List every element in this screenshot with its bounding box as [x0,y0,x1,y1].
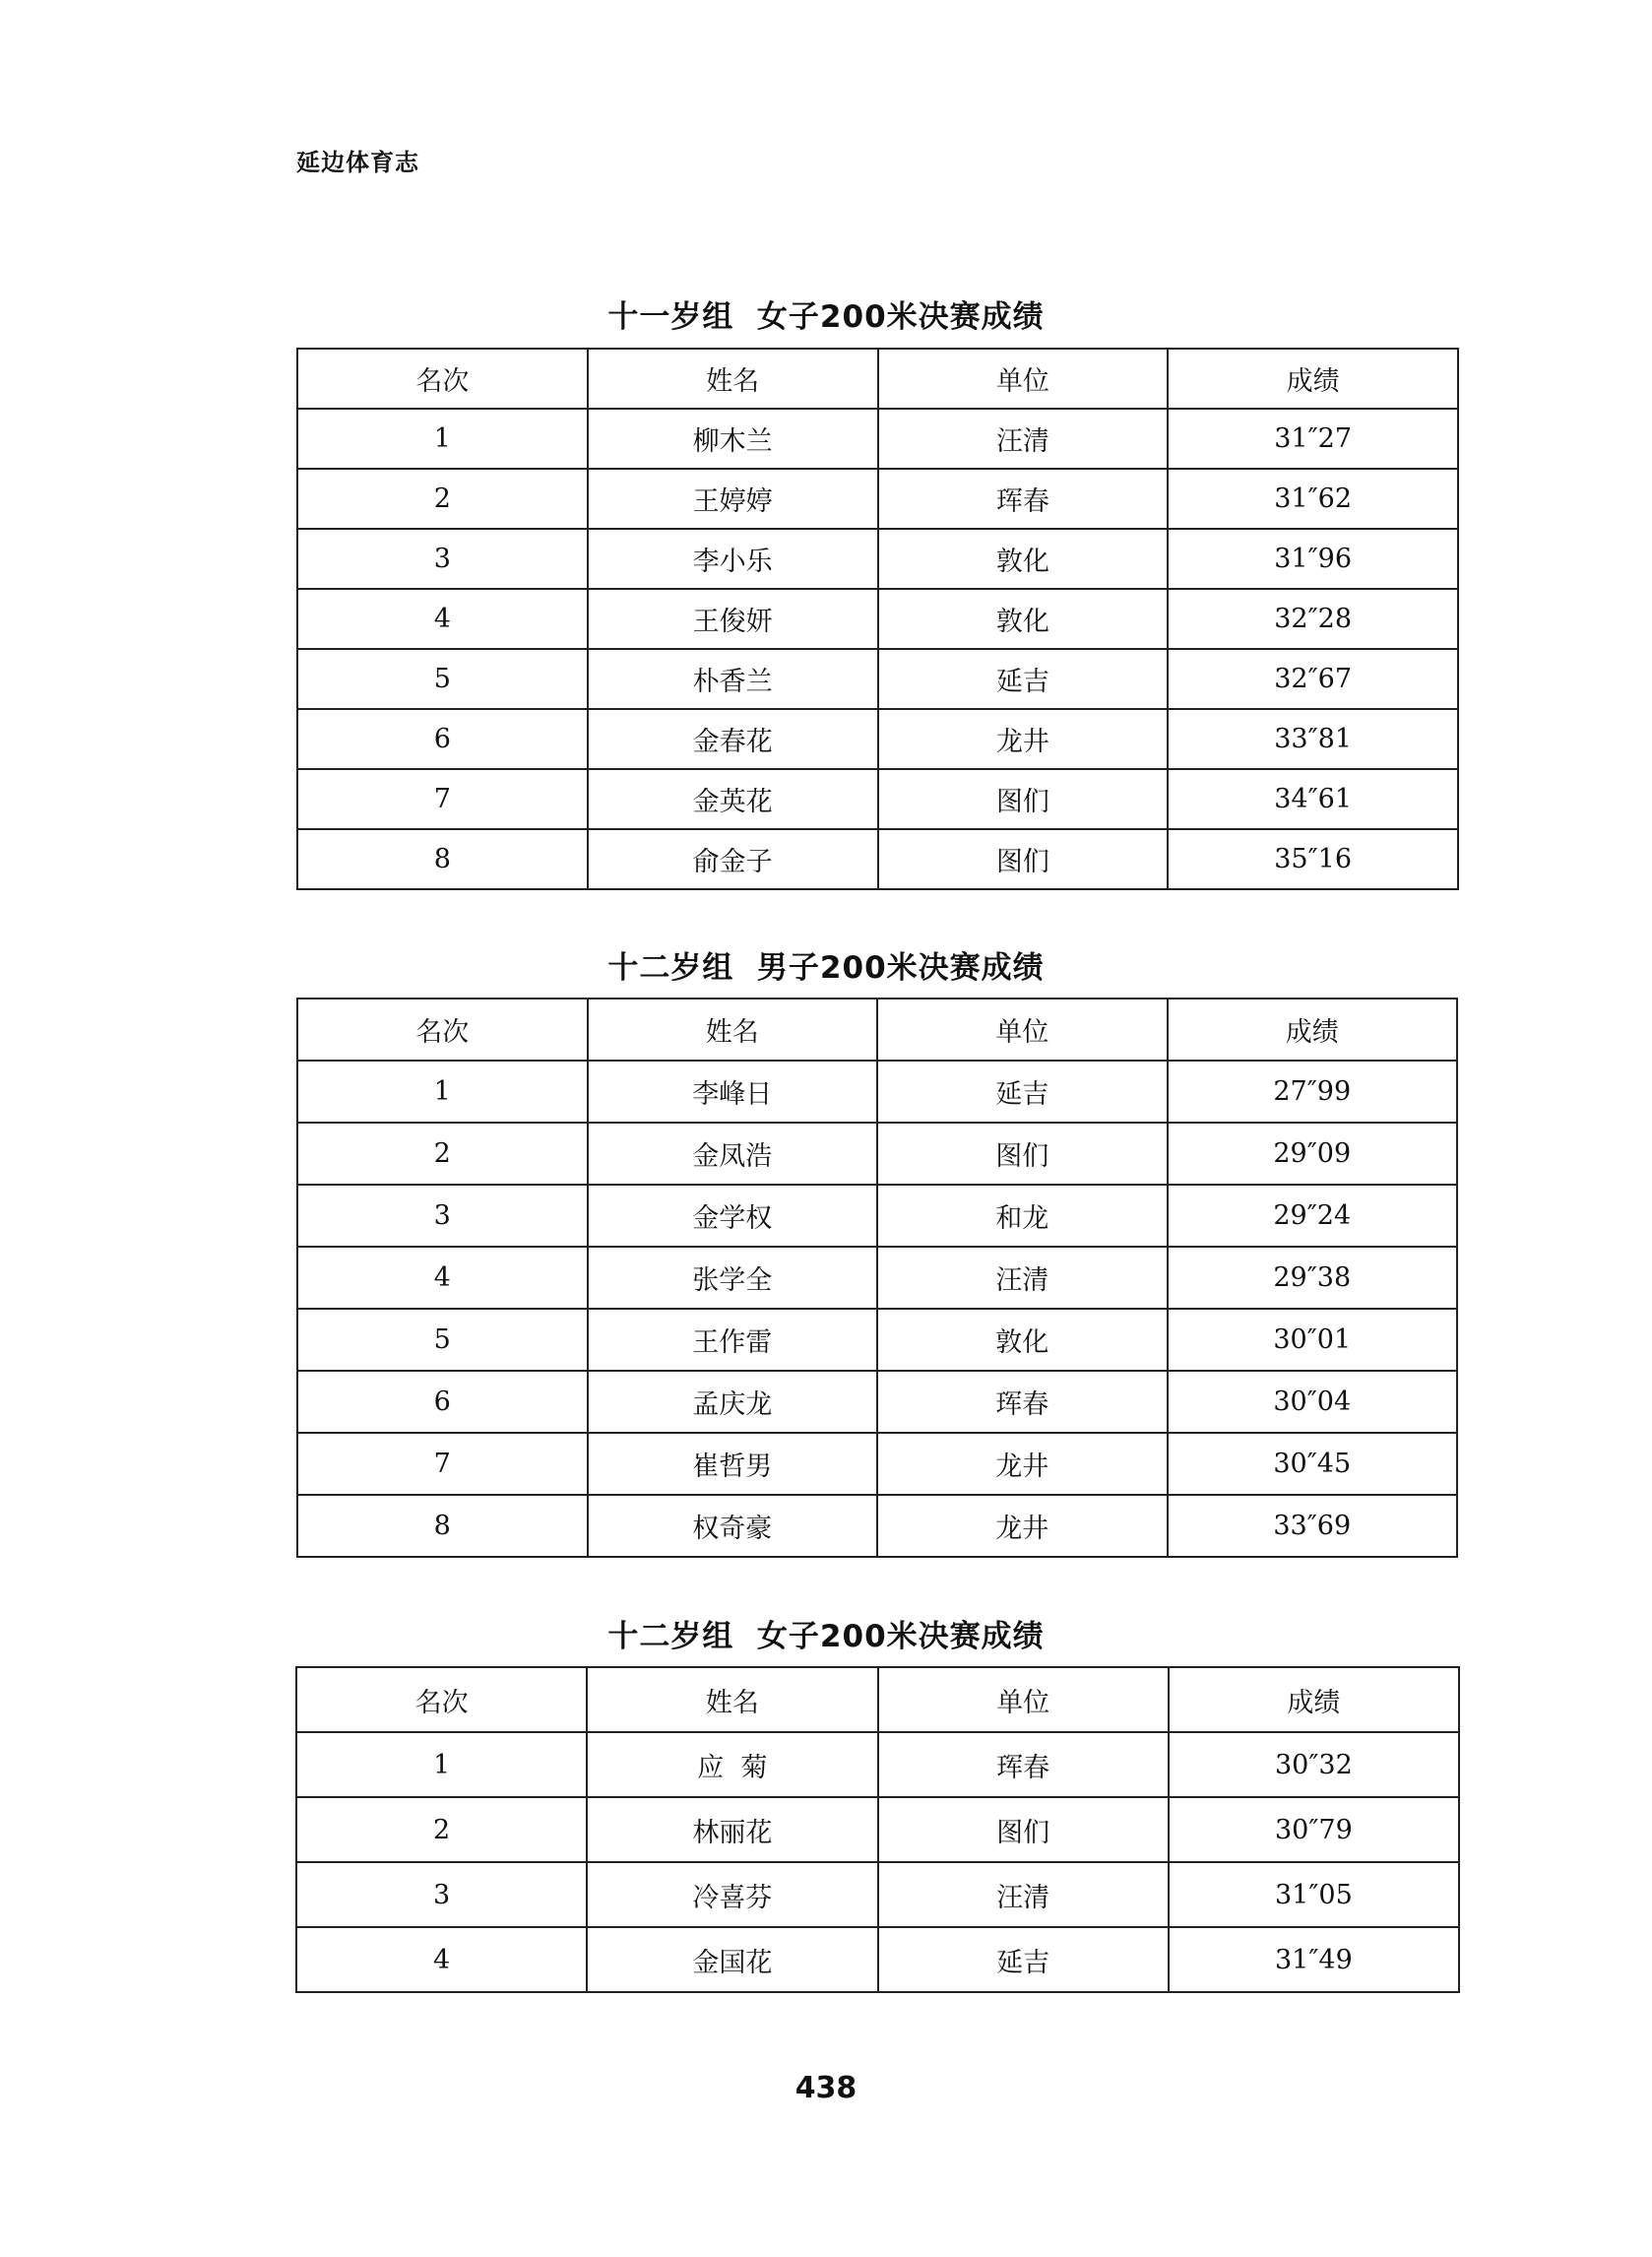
table-row [297,1247,1457,1309]
column-header: 成绩 [1168,999,1458,1061]
table-row [297,769,1458,829]
table-row [296,1927,1459,1992]
table-row [296,1797,1459,1862]
name-cell: 崔哲男 [588,1433,878,1495]
rank-cell: 8 [297,829,588,889]
rank-cell: 7 [297,1433,588,1495]
table-header-row [297,999,1457,1061]
name-cell: 李小乐 [588,529,878,589]
rank-cell: 3 [297,529,588,589]
rank-cell: 4 [297,1247,588,1309]
result-cell: 33″81 [1168,709,1458,769]
result-cell: 33″69 [1168,1495,1458,1557]
result-cell: 32″67 [1168,649,1458,709]
table-row [297,829,1458,889]
unit-cell: 珲春 [878,1732,1169,1797]
result-cell: 31″27 [1168,409,1458,469]
table-row [297,1371,1457,1433]
result-cell: 30″45 [1168,1433,1458,1495]
table-row [297,589,1458,649]
name-cell: 李峰日 [588,1061,878,1123]
column-header: 单位 [877,999,1168,1061]
results-table [296,998,1458,1558]
rank-cell: 7 [297,769,588,829]
unit-cell: 延吉 [877,1061,1168,1123]
rank-cell: 5 [297,1309,588,1371]
column-header: 名次 [296,1667,587,1732]
column-header: 单位 [878,1667,1169,1732]
name-cell: 朴香兰 [588,649,878,709]
rank-cell: 3 [297,1185,588,1247]
column-header: 姓名 [587,1667,877,1732]
result-cell: 30″01 [1168,1309,1458,1371]
result-cell: 31″05 [1169,1862,1459,1927]
column-header: 姓名 [588,999,878,1061]
rank-cell: 2 [297,469,588,529]
result-cell: 34″61 [1168,769,1458,829]
results-table [295,1666,1460,1993]
rank-cell: 3 [296,1862,587,1927]
table-row [297,649,1458,709]
table-header-row [297,349,1458,409]
section-title: 十二岁组 女子200米决赛成绩 [607,1619,1045,1654]
rank-cell: 4 [296,1927,587,1992]
name-cell: 王婷婷 [588,469,878,529]
unit-cell: 汪清 [878,1862,1169,1927]
name-cell: 张学全 [588,1247,878,1309]
name-cell: 林丽花 [587,1797,877,1862]
running-head: 延边体育志 [296,149,419,176]
unit-cell: 延吉 [878,649,1169,709]
table-row [297,1433,1457,1495]
result-cell: 31″49 [1169,1927,1459,1992]
unit-cell: 龙井 [877,1495,1168,1557]
unit-cell: 龙井 [877,1433,1168,1495]
rank-cell: 2 [296,1797,587,1862]
page-number: 438 [794,2071,858,2105]
column-header: 成绩 [1168,349,1458,409]
name-cell: 金国花 [587,1927,877,1992]
unit-cell: 延吉 [878,1927,1169,1992]
table-row [297,469,1458,529]
table-row [297,1185,1457,1247]
unit-cell: 图们 [877,1123,1168,1185]
unit-cell: 敦化 [878,589,1169,649]
name-cell: 孟庆龙 [588,1371,878,1433]
result-cell: 30″04 [1168,1371,1458,1433]
name-cell: 王俊妍 [588,589,878,649]
name-cell: 王作雷 [588,1309,878,1371]
name-cell: 金春花 [588,709,878,769]
result-cell: 35″16 [1168,829,1458,889]
unit-cell: 汪清 [877,1247,1168,1309]
rank-cell: 6 [297,709,588,769]
result-cell: 32″28 [1168,589,1458,649]
name-cell: 俞金子 [588,829,878,889]
name-cell: 金英花 [588,769,878,829]
result-cell: 27″99 [1168,1061,1458,1123]
section-title: 十一岁组 女子200米决赛成绩 [607,299,1045,335]
table-row [297,709,1458,769]
unit-cell: 和龙 [877,1185,1168,1247]
name-cell: 应 菊 [587,1732,877,1797]
rank-cell: 1 [296,1732,587,1797]
unit-cell: 汪清 [878,409,1169,469]
unit-cell: 图们 [878,769,1169,829]
unit-cell: 珲春 [877,1371,1168,1433]
table-row [297,409,1458,469]
unit-cell: 珲春 [878,469,1169,529]
column-header: 姓名 [588,349,878,409]
unit-cell: 图们 [878,829,1169,889]
table-row [297,1309,1457,1371]
rank-cell: 6 [297,1371,588,1433]
table-header-row [296,1667,1459,1732]
rank-cell: 8 [297,1495,588,1557]
unit-cell: 敦化 [878,529,1169,589]
table-row [297,1123,1457,1185]
name-cell: 金学权 [588,1185,878,1247]
name-cell: 柳木兰 [588,409,878,469]
column-header: 名次 [297,999,588,1061]
result-cell: 31″96 [1168,529,1458,589]
results-table [296,348,1459,890]
section-title: 十二岁组 男子200米决赛成绩 [607,950,1045,986]
result-cell: 31″62 [1168,469,1458,529]
table-row [297,1495,1457,1557]
name-cell: 冷喜芬 [587,1862,877,1927]
unit-cell: 龙井 [878,709,1169,769]
column-header: 单位 [878,349,1169,409]
name-cell: 权奇豪 [588,1495,878,1557]
column-header: 名次 [297,349,588,409]
result-cell: 29″09 [1168,1123,1458,1185]
rank-cell: 4 [297,589,588,649]
column-header: 成绩 [1169,1667,1459,1732]
result-cell: 29″24 [1168,1185,1458,1247]
rank-cell: 5 [297,649,588,709]
result-cell: 30″79 [1169,1797,1459,1862]
rank-cell: 1 [297,1061,588,1123]
table-row [297,1061,1457,1123]
unit-cell: 敦化 [877,1309,1168,1371]
rank-cell: 1 [297,409,588,469]
result-cell: 30″32 [1169,1732,1459,1797]
table-row [296,1862,1459,1927]
rank-cell: 2 [297,1123,588,1185]
name-cell: 金凤浩 [588,1123,878,1185]
result-cell: 29″38 [1168,1247,1458,1309]
table-row [297,529,1458,589]
unit-cell: 图们 [878,1797,1169,1862]
table-row [296,1732,1459,1797]
